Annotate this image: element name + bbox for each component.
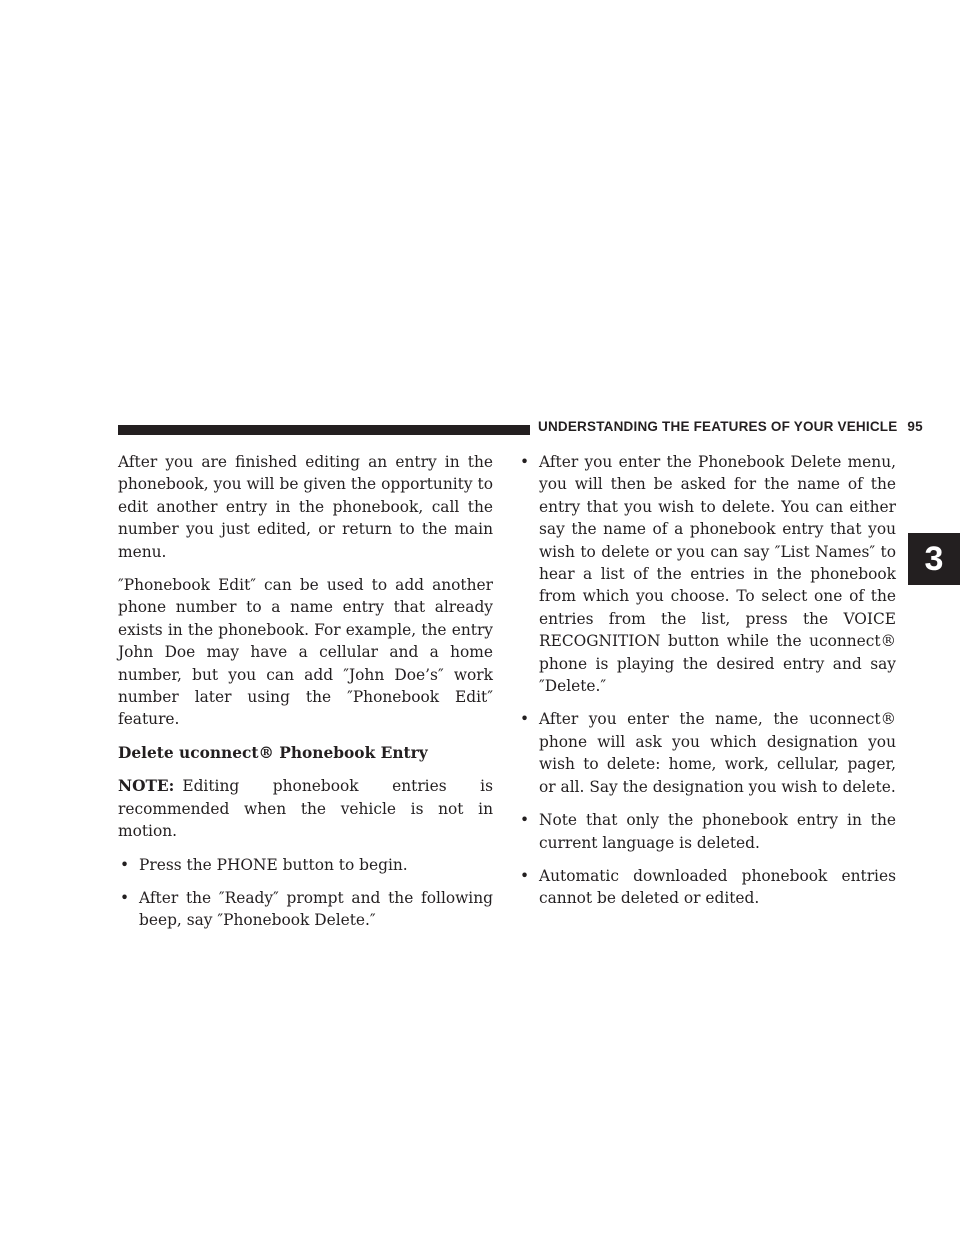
bullet-item <box>518 809 896 854</box>
bullet-text: After the ″Ready″ prompt and the following beep, say ″Phonebook Delete.″ <box>139 888 493 930</box>
bullet-text: Automatic downloaded phonebook entries cannot be deleted or edited. <box>539 866 896 908</box>
bullet-icon: • <box>520 453 530 471</box>
header-rule <box>118 425 530 435</box>
note <box>118 775 493 842</box>
note-text: Editing phonebook entries is recommended when the vehicle is not in motion. <box>118 777 493 841</box>
bullet-item <box>518 708 896 798</box>
running-header <box>538 419 923 434</box>
bullet-text: Press the PHONE button to begin. <box>139 855 408 874</box>
left-column <box>118 451 493 943</box>
bullet-item <box>118 854 493 876</box>
chapter-tab: 3 <box>908 533 960 585</box>
bullet-text: After you enter the Phonebook Delete menu, you will then be asked for the name of the entry that you wish to delete. You can either say the name of a phonebook entry that you wish to delete or you can say ″List Names″ to hear a list of the entries in the phonebook from which you choose. To select one of the entries from the list, press the VOICE RECOGNITION button while the uconnect® phone is playing the desired entry and say ″Delete.″ <box>539 453 896 696</box>
bullet-text: After you enter the name, the uconnect® phone will ask you which designation you wish to delete: home, work, cellular, pager, or all. Say the designation you wish to delete. <box>539 710 896 796</box>
right-column <box>518 451 896 921</box>
paragraph-editing-finished: After you are finished editing an entry in the phonebook, you will be given the opportunity to edit another entry in the phonebook, call the number you just edited, or return to the main menu. <box>118 453 493 561</box>
bullet-icon: • <box>120 855 130 874</box>
header-title: UNDERSTANDING THE FEATURES OF YOUR VEHICLE <box>538 419 898 434</box>
bullet-icon: • <box>120 888 130 907</box>
page-number: 95 <box>907 419 923 434</box>
bullet-item <box>518 865 896 910</box>
paragraph-phonebook-edit: ″Phonebook Edit″ can be used to add another phone number to a name entry that already exists in the phonebook. For example, the entry John Doe may have a cellular and a home number, but you can add ″John Doe’s″ work number later using the ″Phonebook Edit″ feature. <box>118 576 493 729</box>
bullet-icon: • <box>520 710 530 729</box>
section-heading: Delete uconnect® Phonebook Entry <box>118 743 428 762</box>
bullet-item <box>518 451 896 697</box>
bullet-icon: • <box>520 811 530 830</box>
note-label: NOTE: <box>118 777 175 796</box>
bullet-icon: • <box>520 866 530 885</box>
bullet-item <box>118 887 493 932</box>
bullet-text: Note that only the phonebook entry in the current language is deleted. <box>539 811 896 852</box>
